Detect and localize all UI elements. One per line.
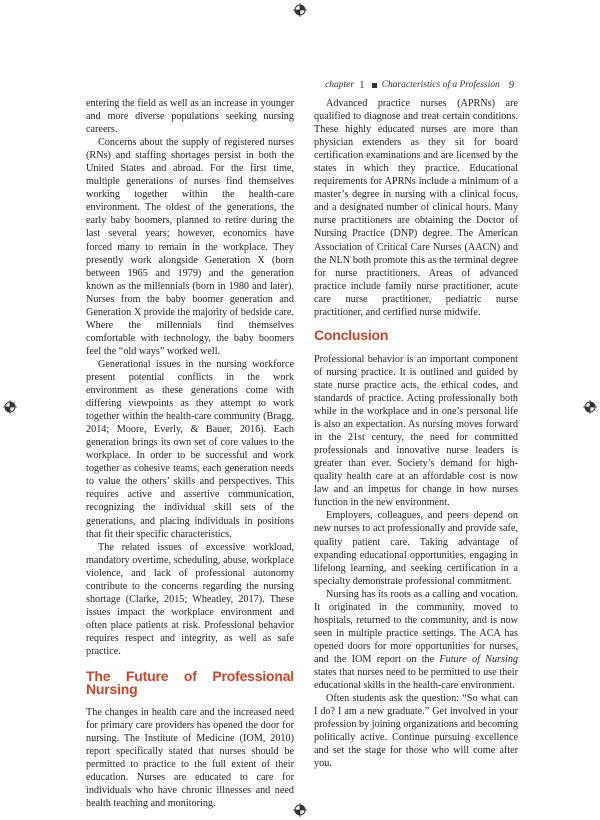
book-title: Future of Nursing bbox=[439, 653, 519, 665]
section-heading: The Future of Professional Nursing bbox=[86, 668, 294, 698]
section-heading: Conclusion bbox=[314, 326, 389, 343]
chapter-word: chapter bbox=[325, 80, 355, 90]
paragraph: entering the field as well as an increase in younger and more diverse populations seeking nursing careers. bbox=[86, 98, 294, 136]
paragraph bbox=[314, 588, 518, 692]
paragraph: Employers, colleagues, and peers depend on new nurses to act professionally and provide safe, quality patient care. Taking advantage of expanding educational opportunities, engaging in lifelong learning, and seeking certification in a specialty demonstrate professional commitment. bbox=[314, 510, 518, 587]
registration-mark-icon bbox=[583, 400, 597, 414]
page-number: 9 bbox=[508, 79, 514, 91]
registration-mark-icon bbox=[293, 3, 307, 17]
paragraph: Often students ask the question: “So what can I do? I am a new graduate.” Get involved in your profession by joining organizations and becoming politically active. Continue pursuing excellence and set the stage for those who will come after you. bbox=[314, 693, 518, 770]
chapter-number: 1 bbox=[359, 79, 365, 91]
registration-mark-icon bbox=[293, 803, 307, 817]
registration-mark-icon bbox=[3, 400, 17, 414]
right-column bbox=[314, 97, 518, 770]
paragraph-text: states that nurses need to be permitted to use their educational skills in the health-care environment. bbox=[314, 666, 518, 692]
paragraph: Advanced practice nurses (APRNs) are qualified to diagnose and treat certain conditions. These highly educated nurses are more than physician extenders as they sit for board certification examinations and are licensed by the states in which they practice. Educational requirements for APRNs include a minimum of a master’s degree in nursing with a clinical focus, and a designated number of clinical hours. Many nurse practitioners are obtaining the Doctor of Nursing Practice (DNP) degree. The American Association of Critical Care Nurses (AACN) and the NLN both promote this as the terminal degree for nurse practitioners. Areas of advanced practice include family nurse practitioner, acute care nurse practitioner, pediatric nurse practitioner, and certified nurse midwife. bbox=[314, 98, 518, 318]
paragraph: Professional behavior is an important component of nursing practice. It is outlined and guided by state nurse practice acts, the ethical codes, and standards of practice. Acting professionally both while in the workplace and in one’s personal life is also an expectation. As nursing moves forward in the 21st century, the need for committed professionals and innovative nurse leaders is greater than ever. Society’s demand for high-quality health care at an affordable cost is now law and an impetus for change in how nurses function in the new environment. bbox=[314, 353, 518, 509]
paragraph: The changes in health care and the increased need for primary care providers has opened the door for nursing. The Institute of Medicine (IOM, 2010) report specifically stated that nurses should be permitted to practice to the full extent of their education. Nurses are educated to care for individuals who have chronic illnesses and need health teaching and monitoring. bbox=[86, 707, 294, 810]
square-bullet-icon bbox=[372, 83, 377, 88]
paragraph-text: Nursing has its roots as a calling and vocation. It originated in the community, moved to hospitals, returned to the community, and is now seen in multiple practice settings. The ACA has opened doors for more opportunities for nurses, and the IOM report on the bbox=[314, 588, 518, 665]
paragraph: The related issues of excessive workload, mandatory overtime, scheduling, abuse, workplace violence, and lack of professional autonomy contribute to the concerns regarding the nursing shortage (Clarke, 2015; Wheatley, 2017). These issues impact the workplace environment and often place patients at risk. Professional behavior requires respect and integrity, as well as safe practice. bbox=[86, 541, 294, 657]
running-header bbox=[325, 79, 514, 91]
left-column bbox=[86, 97, 294, 810]
chapter-title: Characteristics of a Profession bbox=[381, 80, 500, 90]
paragraph: Concerns about the supply of registered nurses (RNs) and staffing shortages persist in both the United States and abroad. For the first time, multiple generations of nurses find themselves working together within the health-care environment. The oldest of the generations, the early baby boomers, planned to retire during the last several years; however, economics have forced many to remain in the workplace. They presently work alongside Generation X (born between 1965 and 1979) and the generation known as the millennials (born in 1980 and later). Nurses from the baby boomer generation and Generation X provide the majority of bedside care. Where the millennials find themselves comfortable with technology, the baby boomers feel the “old ways” worked well. bbox=[86, 137, 294, 357]
paragraph: Generational issues in the nursing workforce present potential conflicts in the work environment as these generations come with differing viewpoints as they attempt to work together within the health-care community (Bragg, 2014; Moore, Everly, & Bauer, 2016). Each generation brings its own set of core values to the workplace. In order to be successful and work together as cohesive teams, each generation needs to value the others’ skills and perspectives. This requires active and assertive communication, recognizing the individual skill sets of the generations, and placing individuals in positions that fit their specific characteristics. bbox=[86, 358, 294, 540]
